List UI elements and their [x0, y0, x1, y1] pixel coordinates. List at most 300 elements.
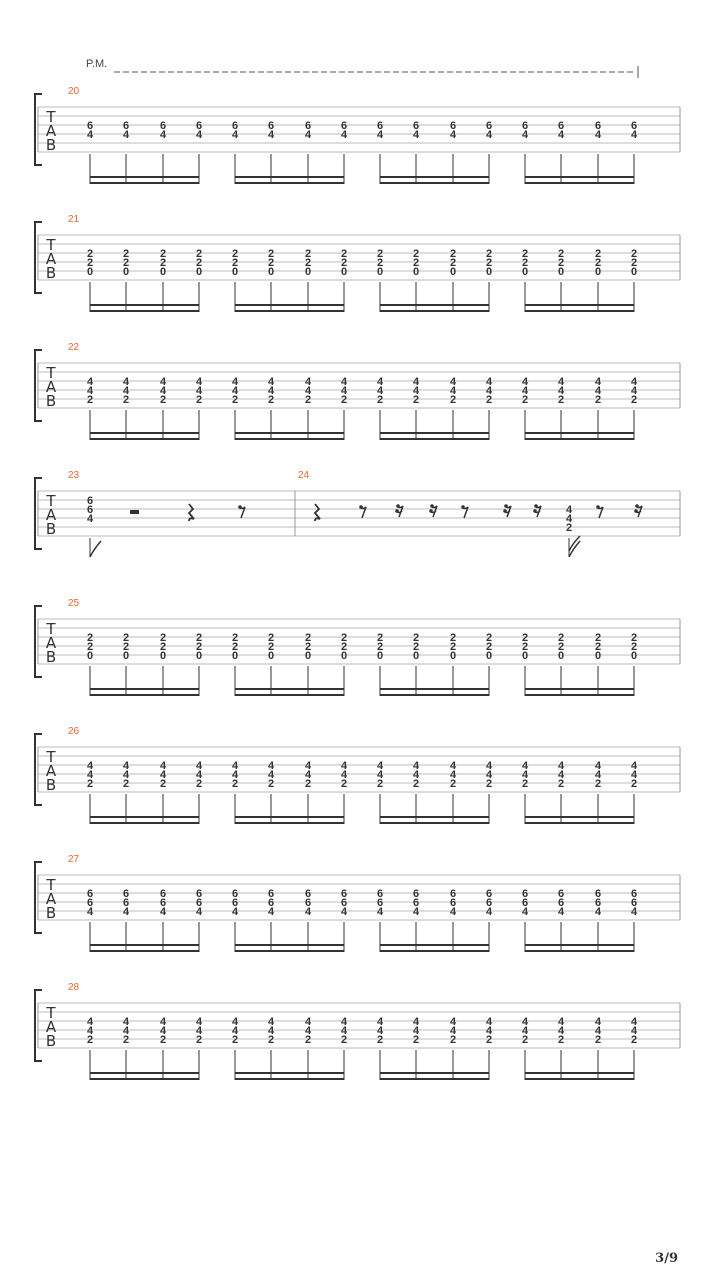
chord-fret: 4	[231, 376, 239, 388]
chord-fret: 4	[340, 760, 348, 772]
chord-fret: 4	[340, 385, 348, 397]
tab-systems	[35, 86, 680, 1080]
chord-fret: 6	[340, 897, 348, 909]
chord-fret: 4	[195, 129, 203, 141]
chord-fret: 0	[195, 650, 203, 662]
chord-fret: 6	[485, 120, 493, 132]
chord-fret: 6	[195, 120, 203, 132]
chord-fret: 6	[86, 495, 94, 507]
tab-clef-letter: A	[45, 1018, 57, 1036]
chord-fret: 4	[412, 1016, 420, 1028]
chord-fret: 4	[630, 376, 638, 388]
chord-fret: 2	[231, 257, 239, 269]
chord-fret: 0	[412, 650, 420, 662]
chord-fret: 0	[267, 650, 275, 662]
chord-fret: 4	[412, 906, 420, 918]
chord-fret: 6	[557, 120, 565, 132]
chord-fret: 0	[557, 266, 565, 278]
chord-fret: 2	[159, 1034, 167, 1046]
chord-fret: 6	[231, 897, 239, 909]
chord-fret: 2	[304, 632, 312, 644]
chord-fret: 6	[376, 888, 384, 900]
chord-fret: 2	[557, 394, 565, 406]
chord-fret: 4	[485, 760, 493, 772]
chord-fret: 2	[304, 394, 312, 406]
chord-fret: 2	[449, 257, 457, 269]
chord-fret: 4	[485, 1025, 493, 1037]
chord-fret: 6	[630, 897, 638, 909]
chord-fret: 0	[86, 650, 94, 662]
chord-fret: 4	[267, 1025, 275, 1037]
chord-fret: 4	[195, 1016, 203, 1028]
chord-fret: 4	[159, 1016, 167, 1028]
chord-fret: 2	[449, 778, 457, 790]
chord-fret: 4	[267, 1016, 275, 1028]
tab-clef-letter: T	[46, 364, 56, 382]
tab-clef-letter: T	[46, 876, 56, 894]
eighth-rest-dot	[238, 505, 242, 509]
tab-clef-letter: B	[45, 520, 57, 538]
chord-fret: 4	[195, 376, 203, 388]
chord-fret: 4	[594, 376, 602, 388]
chord-fret: 4	[594, 769, 602, 781]
chord-fret: 4	[231, 129, 239, 141]
chord-fret: 4	[412, 385, 420, 397]
chord-fret: 4	[340, 129, 348, 141]
chord-fret: 4	[594, 1025, 602, 1037]
chord-fret: 2	[594, 632, 602, 644]
chord-fret: 4	[565, 513, 573, 525]
chord-fret: 2	[86, 1034, 94, 1046]
tab-clef-letter: A	[45, 378, 57, 396]
chord-fret: 4	[485, 385, 493, 397]
sixteenth-rest-dot	[533, 509, 537, 513]
chord-fret: 4	[412, 1025, 420, 1037]
chord-fret: 2	[630, 632, 638, 644]
chord-fret: 0	[304, 650, 312, 662]
tab-clef-letter: B	[45, 904, 57, 922]
chord-fret: 2	[557, 1034, 565, 1046]
chord-fret: 4	[122, 385, 130, 397]
chord-fret: 2	[412, 394, 420, 406]
chord-fret: 4	[485, 1016, 493, 1028]
chord-fret: 0	[412, 266, 420, 278]
tab-clef-letter: B	[45, 264, 57, 282]
measure-number: 23	[68, 470, 80, 481]
chord-fret: 6	[376, 120, 384, 132]
chord-fret: 6	[521, 120, 529, 132]
eighth-rest-dot	[635, 504, 639, 508]
chord-fret: 0	[485, 650, 493, 662]
chord-fret: 4	[159, 129, 167, 141]
chord-fret: 4	[557, 1016, 565, 1028]
chord-fret: 0	[376, 650, 384, 662]
chord-fret: 4	[557, 129, 565, 141]
chord-fret: 2	[449, 1034, 457, 1046]
chord-fret: 6	[412, 888, 420, 900]
chord-fret: 2	[630, 257, 638, 269]
chord-fret: 2	[340, 1034, 348, 1046]
chord-fret: 4	[565, 504, 573, 516]
chord-fret: 2	[376, 632, 384, 644]
chord-fret: 0	[122, 266, 130, 278]
chord-fret: 6	[485, 888, 493, 900]
chord-fret: 4	[86, 760, 94, 772]
chord-fret: 2	[86, 257, 94, 269]
tab-system	[35, 854, 680, 952]
chord-fret: 2	[86, 248, 94, 260]
chord-fret: 0	[159, 266, 167, 278]
chord-fret: 2	[304, 248, 312, 260]
chord-fret: 2	[195, 641, 203, 653]
chord-fret: 2	[267, 257, 275, 269]
chord-fret: 2	[159, 641, 167, 653]
chord-fret: 4	[86, 129, 94, 141]
chord-fret: 6	[449, 897, 457, 909]
chord-fret: 4	[267, 760, 275, 772]
chord-fret: 2	[340, 257, 348, 269]
chord-fret: 6	[340, 888, 348, 900]
chord-fret: 4	[231, 385, 239, 397]
chord-fret: 4	[594, 385, 602, 397]
chord-fret: 4	[86, 385, 94, 397]
chord-fret: 4	[304, 769, 312, 781]
chord-fret: 4	[630, 1016, 638, 1028]
tab-clef-letter: T	[46, 108, 56, 126]
chord-fret: 4	[86, 1025, 94, 1037]
chord-fret: 4	[231, 769, 239, 781]
chord-fret: 2	[412, 641, 420, 653]
chord-fret: 6	[594, 897, 602, 909]
eighth-rest-dot	[359, 505, 363, 509]
chord-fret: 4	[195, 769, 203, 781]
measure-number: 24	[298, 470, 310, 481]
chord-fret: 2	[565, 522, 573, 534]
chord-fret: 2	[630, 641, 638, 653]
chord-fret: 4	[521, 376, 529, 388]
measure-number: 20	[68, 86, 80, 97]
chord-fret: 2	[267, 778, 275, 790]
chord-fret: 4	[340, 1016, 348, 1028]
chord-fret: 2	[122, 632, 130, 644]
measure-number: 22	[68, 342, 80, 353]
chord-fret: 2	[521, 778, 529, 790]
chord-fret: 2	[485, 641, 493, 653]
chord-fret: 4	[304, 376, 312, 388]
chord-fret: 2	[195, 248, 203, 260]
chord-fret: 6	[267, 120, 275, 132]
chord-fret: 2	[159, 632, 167, 644]
chord-fret: 4	[376, 376, 384, 388]
chord-fret: 4	[340, 906, 348, 918]
chord-fret: 6	[195, 897, 203, 909]
chord-fret: 6	[267, 897, 275, 909]
chord-fret: 0	[195, 266, 203, 278]
chord-fret: 6	[231, 888, 239, 900]
chord-fret: 0	[122, 650, 130, 662]
chord-fret: 6	[340, 120, 348, 132]
chord-fret: 4	[159, 769, 167, 781]
chord-fret: 0	[267, 266, 275, 278]
chord-fret: 4	[412, 760, 420, 772]
tab-clef-letter: A	[45, 634, 57, 652]
chord-fret: 2	[86, 394, 94, 406]
chord-fret: 4	[376, 385, 384, 397]
chord-fret: 2	[412, 632, 420, 644]
chord-fret: 0	[304, 266, 312, 278]
half-rest-icon	[130, 510, 139, 514]
chord-fret: 0	[340, 266, 348, 278]
chord-fret: 4	[376, 129, 384, 141]
chord-fret: 4	[630, 385, 638, 397]
chord-fret: 2	[412, 1034, 420, 1046]
chord-fret: 4	[521, 1016, 529, 1028]
chord-fret: 4	[304, 906, 312, 918]
chord-fret: 6	[449, 120, 457, 132]
tab-system	[35, 342, 680, 440]
sixteenth-rest-dot	[634, 509, 638, 513]
chord-fret: 2	[231, 248, 239, 260]
chord-fret: 2	[521, 1034, 529, 1046]
chord-fret: 4	[521, 129, 529, 141]
chord-fret: 2	[376, 248, 384, 260]
chord-fret: 4	[594, 760, 602, 772]
chord-fret: 4	[231, 1025, 239, 1037]
tab-system	[35, 598, 680, 696]
chord-fret: 4	[630, 1025, 638, 1037]
tab-system	[35, 726, 680, 824]
chord-fret: 2	[231, 632, 239, 644]
palm-mute-label: P.M.	[86, 58, 108, 70]
chord-fret: 2	[521, 257, 529, 269]
chord-fret: 6	[86, 504, 94, 516]
chord-fret: 6	[122, 888, 130, 900]
eighth-rest-dot	[396, 504, 400, 508]
chord-fret: 2	[231, 778, 239, 790]
quarter-rest-icon	[189, 504, 194, 521]
tab-clef-letter: A	[45, 890, 57, 908]
chord-fret: 4	[159, 760, 167, 772]
chord-fret: 4	[630, 769, 638, 781]
chord-fret: 4	[340, 769, 348, 781]
chord-fret: 0	[630, 650, 638, 662]
chord-fret: 2	[122, 1034, 130, 1046]
chord-fret: 2	[594, 394, 602, 406]
chord-fret: 6	[86, 888, 94, 900]
chord-fret: 0	[521, 650, 529, 662]
chord-fret: 4	[159, 906, 167, 918]
chord-fret: 4	[449, 1016, 457, 1028]
tab-clef-letter: A	[45, 506, 57, 524]
chord-fret: 2	[449, 632, 457, 644]
chord-fret: 4	[594, 906, 602, 918]
chord-fret: 2	[449, 394, 457, 406]
chord-fret: 6	[195, 888, 203, 900]
chord-fret: 4	[376, 1025, 384, 1037]
chord-fret: 4	[122, 129, 130, 141]
chord-fret: 4	[485, 906, 493, 918]
chord-fret: 4	[86, 1016, 94, 1028]
chord-fret: 2	[412, 778, 420, 790]
chord-fret: 6	[304, 897, 312, 909]
chord-fret: 2	[594, 257, 602, 269]
chord-fret: 2	[376, 1034, 384, 1046]
chord-fret: 2	[195, 778, 203, 790]
chord-fret: 2	[630, 394, 638, 406]
chord-fret: 0	[231, 650, 239, 662]
chord-fret: 2	[412, 248, 420, 260]
chord-fret: 4	[86, 906, 94, 918]
chord-fret: 4	[449, 385, 457, 397]
chord-fret: 2	[267, 641, 275, 653]
chord-fret: 2	[485, 248, 493, 260]
chord-fret: 4	[376, 760, 384, 772]
chord-fret: 2	[485, 1034, 493, 1046]
eighth-rest-dot	[596, 505, 600, 509]
chord-fret: 4	[195, 906, 203, 918]
chord-fret: 0	[485, 266, 493, 278]
sixteenth-rest-dot	[429, 509, 433, 513]
chord-fret: 2	[267, 1034, 275, 1046]
chord-fret: 2	[630, 778, 638, 790]
chord-fret: 2	[449, 641, 457, 653]
chord-fret: 4	[267, 385, 275, 397]
chord-fret: 4	[376, 1016, 384, 1028]
measure-number: 27	[68, 854, 80, 865]
chord-fret: 2	[267, 394, 275, 406]
chord-fret: 4	[159, 385, 167, 397]
tab-system	[35, 982, 680, 1080]
chord-fret: 6	[159, 897, 167, 909]
chord-fret: 2	[449, 248, 457, 260]
chord-fret: 4	[340, 376, 348, 388]
chord-fret: 6	[412, 120, 420, 132]
chord-fret: 6	[376, 897, 384, 909]
chord-fret: 2	[267, 248, 275, 260]
tab-clef-letter: B	[45, 1032, 57, 1050]
chord-fret: 2	[521, 248, 529, 260]
chord-fret: 4	[485, 376, 493, 388]
measure-number: 26	[68, 726, 80, 737]
chord-fret: 4	[557, 760, 565, 772]
chord-fret: 6	[159, 120, 167, 132]
chord-fret: 2	[159, 257, 167, 269]
chord-fret: 2	[340, 632, 348, 644]
chord-fret: 4	[630, 906, 638, 918]
chord-fret: 4	[521, 1025, 529, 1037]
chord-fret: 4	[122, 769, 130, 781]
chord-fret: 0	[594, 650, 602, 662]
chord-fret: 4	[521, 906, 529, 918]
chord-fret: 2	[86, 778, 94, 790]
chord-fret: 0	[557, 650, 565, 662]
chord-fret: 0	[376, 266, 384, 278]
chord-fret: 4	[557, 385, 565, 397]
chord-fret: 6	[557, 888, 565, 900]
chord-fret: 4	[594, 1016, 602, 1028]
chord-fret: 4	[195, 385, 203, 397]
sixteenth-rest-dot	[395, 509, 399, 513]
chord-fret: 2	[485, 632, 493, 644]
chord-fret: 0	[449, 266, 457, 278]
quarter-rest-icon	[315, 504, 320, 521]
chord-fret: 6	[86, 120, 94, 132]
chord-fret: 2	[485, 394, 493, 406]
chord-fret: 2	[376, 778, 384, 790]
chord-fret: 4	[195, 760, 203, 772]
tab-clef-letter: A	[45, 762, 57, 780]
sixteenth-rest-dot	[503, 509, 507, 513]
chord-fret: 6	[485, 897, 493, 909]
tab-clef-letter: T	[46, 620, 56, 638]
chord-fret: 4	[195, 1025, 203, 1037]
chord-fret: 4	[630, 129, 638, 141]
tab-clef-letter: B	[45, 776, 57, 794]
chord-fret: 4	[231, 906, 239, 918]
chord-fret: 2	[340, 248, 348, 260]
tab-system	[35, 86, 680, 184]
eighth-rest-dot	[534, 504, 538, 508]
tab-clef-letter: B	[45, 392, 57, 410]
chord-fret: 6	[231, 120, 239, 132]
chord-fret: 4	[412, 769, 420, 781]
chord-fret: 0	[159, 650, 167, 662]
chord-fret: 4	[86, 513, 94, 525]
chord-fret: 4	[159, 1025, 167, 1037]
chord-fret: 2	[195, 632, 203, 644]
chord-fret: 6	[86, 897, 94, 909]
chord-fret: 4	[412, 376, 420, 388]
chord-fret: 4	[594, 129, 602, 141]
chord-fret: 0	[449, 650, 457, 662]
chord-fret: 4	[267, 906, 275, 918]
chord-fret: 4	[231, 1016, 239, 1028]
chord-fret: 4	[557, 769, 565, 781]
chord-fret: 2	[231, 1034, 239, 1046]
chord-fret: 4	[304, 1025, 312, 1037]
tab-clef-letter: B	[45, 648, 57, 666]
chord-fret: 4	[86, 376, 94, 388]
chord-fret: 2	[376, 641, 384, 653]
chord-fret: 6	[449, 888, 457, 900]
chord-fret: 2	[122, 778, 130, 790]
eighth-rest-dot	[504, 504, 508, 508]
eighth-rest-dot	[430, 504, 434, 508]
chord-fret: 6	[521, 888, 529, 900]
eighth-rest-dot	[461, 505, 465, 509]
chord-fret: 0	[340, 650, 348, 662]
chord-fret: 2	[304, 778, 312, 790]
chord-fret: 4	[267, 129, 275, 141]
chord-fret: 4	[340, 1025, 348, 1037]
chord-fret: 2	[485, 778, 493, 790]
chord-fret: 2	[485, 257, 493, 269]
chord-fret: 6	[159, 888, 167, 900]
chord-fret: 4	[449, 906, 457, 918]
chord-fret: 4	[122, 1025, 130, 1037]
chord-fret: 0	[521, 266, 529, 278]
chord-fret: 6	[412, 897, 420, 909]
chord-fret: 4	[304, 760, 312, 772]
chord-fret: 2	[557, 778, 565, 790]
note-flag	[90, 541, 101, 557]
chord-fret: 2	[122, 257, 130, 269]
chord-fret: 2	[630, 248, 638, 260]
tab-clef-letter: T	[46, 1004, 56, 1022]
chord-fret: 6	[557, 897, 565, 909]
chord-fret: 4	[304, 1016, 312, 1028]
chord-fret: 2	[122, 394, 130, 406]
